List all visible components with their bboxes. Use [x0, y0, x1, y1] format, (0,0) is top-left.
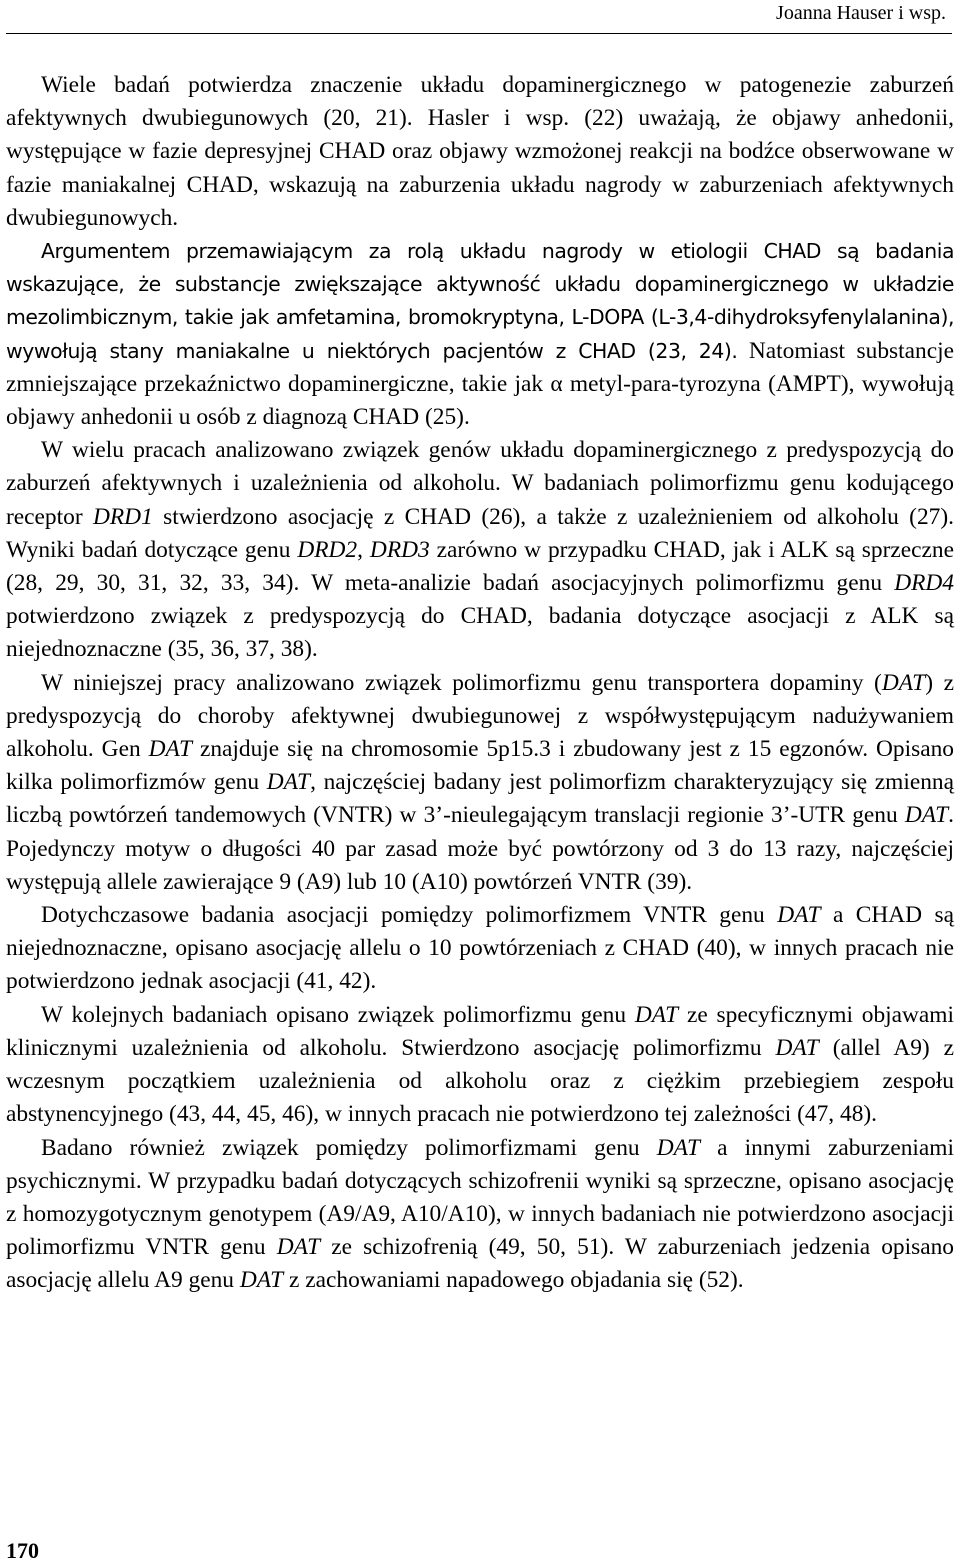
- text-run: W niniejszej pracy analizowano związek polimorfizmu genu transportera dopaminy (: [41, 669, 882, 696]
- text-run: ze specyficznymi objawami klinicznymi uzależnienia od alkoholu. Stwierdzono asocjację polimorfizmu: [6, 1001, 954, 1061]
- running-head: Joanna Hauser i wsp.: [776, 2, 946, 24]
- gene-symbol: DRD2: [297, 536, 358, 563]
- paragraph: [6, 1132, 954, 1298]
- paragraph: [6, 999, 954, 1132]
- text-run: , najczęściej badany jest polimorfizm charakteryzujący się zmienną liczbą powtórzeń tandemowych (VNTR) w 3’-nieulegającym translacji regionie 3’-UTR genu: [6, 769, 954, 829]
- text-run: W kolejnych badaniach opisano związek polimorfizmu genu: [41, 1001, 635, 1028]
- text-run: Wiele badań potwierdza znaczenie układu dopaminergicznego w patogenezie zaburzeń afektywnych dwubiegunowych (20, 21). Hasler i wsp. (22) uważają, że objawy anhedonii, występujące w fazie depresyjnej CHAD oraz objawy wzmożonej reakcji na bodźce obserwowane w fazie maniakalnej CHAD, wskazują na zaburzenia układu nagrody w zaburzeniach afektywnych dwubiegunowych.: [6, 72, 954, 231]
- article-body: [6, 69, 954, 1298]
- gene-symbol: DAT: [775, 1034, 819, 1061]
- text-run: a innymi zaburzeniami psychicznymi. W przypadku badań dotyczących schizofrenii wyniki są sprzeczne, opisano asocjację z homozygotycznym genotypem (A9/A9, A10/A10), w innych badaniach nie potwierdzono asocjacji polimorfizmu VNTR genu: [6, 1134, 954, 1261]
- text-run: ze schizofrenią (49, 50, 51). W zaburzeniach jedzenia opisano asocjację allelu A9 genu: [6, 1234, 954, 1294]
- paragraph: [6, 434, 954, 666]
- gene-symbol: DAT: [634, 1001, 679, 1028]
- header-rule: [6, 33, 952, 34]
- gene-symbol: DAT: [266, 769, 311, 796]
- gene-symbol: DRD1: [93, 503, 153, 530]
- gene-symbol: DRD3: [369, 536, 430, 563]
- gene-symbol: DAT: [777, 902, 821, 929]
- text-run: Argumentem przemawiającym za rolą układu nagrody w etiologii CHAD są badania wskazujące, że substancje zwiększające aktywność układu dopaminergicznego w układzie mezolimbicznym, takie jak amfetamina, bromokryptyna, L-DOPA (L-3,4-dihydroksyfenylalanina), wywołują stany maniakalne u niektórych pacjentów z CHAD (23, 24).: [6, 239, 954, 363]
- gene-symbol: DAT: [881, 669, 926, 696]
- text-run: . Pojedynczy motyw o długości 40 par zasad może być powtórzony od 3 do 13 razy, najczęściej występują allele zawierające 9 (A9) lub 10 (A10) powtórzeń VNTR (39).: [6, 802, 954, 895]
- text-run: stwierdzono asocjację z CHAD (26), a także z uzależnieniem od alkoholu (27). Wyniki badań dotyczące genu: [6, 503, 954, 563]
- text-run: Badano również związek pomiędzy polimorfizmami genu: [41, 1134, 657, 1161]
- text-run: znajduje się na chromosomie 5p15.3 i zbudowany jest z 15 egzonów. Opisano kilka polimorfizmów genu: [6, 736, 954, 796]
- paragraph: [6, 69, 954, 235]
- text-run: W wielu pracach analizowano związek genów układu dopaminergicznego z predyspozycją do zaburzeń afektywnych i uzależnienia od alkoholu. W badaniach polimorfizmu genu kodującego receptor: [6, 437, 954, 530]
- text-run: zarówno w przypadku CHAD, jak i ALK są sprzeczne (28, 29, 30, 31, 32, 33, 34). W meta-analizie badań asocjacyjnych polimorfizmu genu: [6, 536, 954, 597]
- text-run: ,: [357, 536, 370, 563]
- text-run: potwierdzono związek z predyspozycją do CHAD, badania dotyczące asocjacji z ALK są niejednoznaczne (35, 36, 37, 38).: [6, 603, 954, 663]
- text-run: Dotychczasowe badania asocjacji pomiędzy polimorfizmem VNTR genu: [41, 902, 778, 929]
- gene-symbol: DAT: [904, 802, 949, 829]
- gene-symbol: DRD4: [894, 570, 954, 597]
- gene-symbol: DAT: [148, 736, 192, 763]
- gene-symbol: DAT: [239, 1267, 284, 1294]
- gene-symbol: DAT: [656, 1134, 701, 1161]
- paragraph: [6, 235, 954, 434]
- text-run: (allel A9) z wczesnym początkiem uzależnienia od alkoholu oraz z ciężkim przebiegiem zespołu abstynencyjnego (43, 44, 45, 46), w innych pracach nie potwierdzono tej zależności (47, 48).: [6, 1034, 954, 1128]
- paragraph: [6, 899, 954, 999]
- text-run: z zachowaniami napadowego objadania się (52).: [283, 1267, 744, 1294]
- page-number: 170: [6, 1538, 39, 1563]
- text-run: a CHAD są niejednoznaczne, opisano asocjację allelu o 10 powtórzeniach z CHAD (40), w innych pracach nie potwierdzono jednak asocjacji (41, 42).: [6, 902, 955, 995]
- text-run: Natomiast substancje zmniejszające przekaźnictwo dopaminergiczne, takie jak α metyl-para-tyrozyna (AMPT), wywołują objawy anhedonii u osób z diagnozą CHAD (25).: [6, 337, 954, 431]
- text-run: ) z predyspozycją do choroby afektywnej dwubiegunowej z współwystępującym nadużywaniem alkoholu. Gen: [6, 669, 954, 763]
- gene-symbol: DAT: [276, 1234, 321, 1261]
- paragraph: [6, 667, 954, 899]
